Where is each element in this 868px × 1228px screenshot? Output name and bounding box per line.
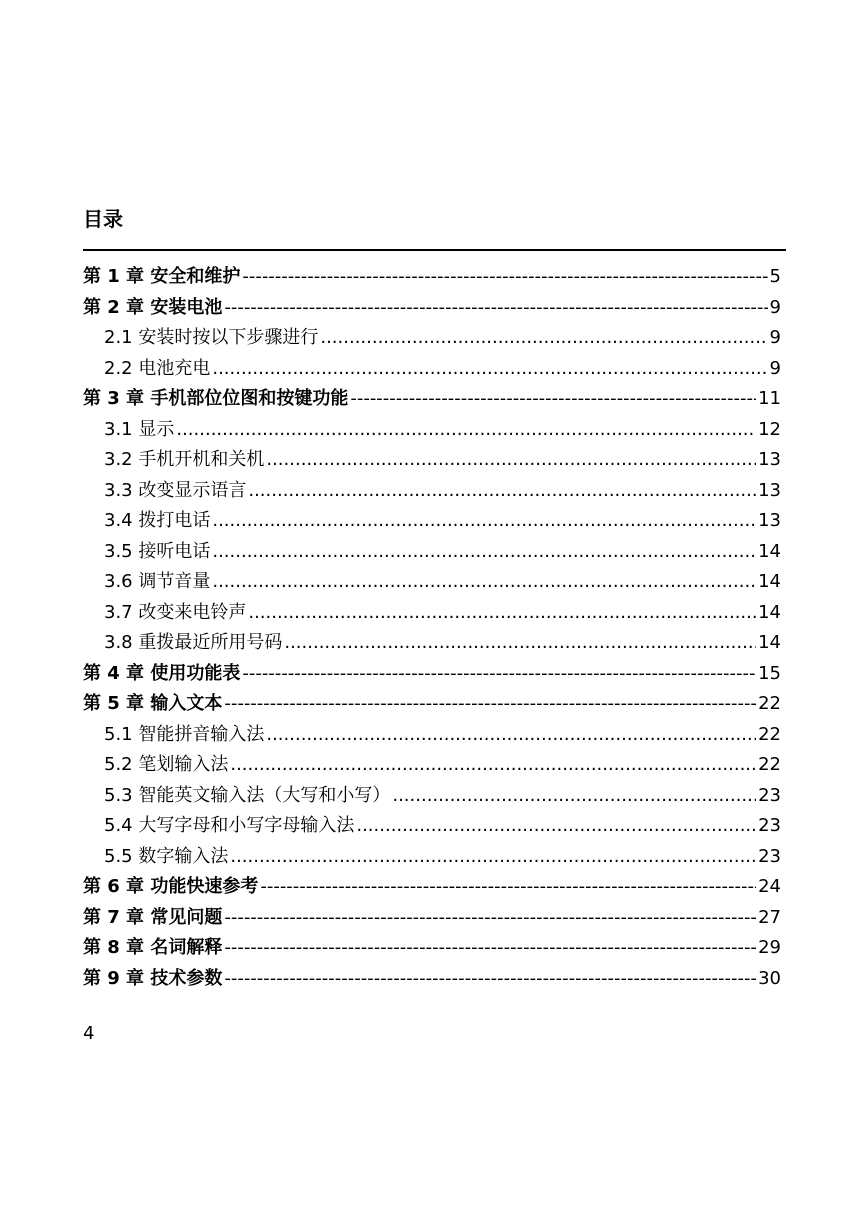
- toc-entry-page: 14: [758, 601, 781, 623]
- toc-entry[interactable]: [83, 720, 781, 751]
- toc-entry[interactable]: [83, 750, 781, 781]
- toc-entry-page: 9: [769, 296, 781, 318]
- toc-entry[interactable]: [83, 476, 781, 507]
- toc-entry-label: 3.5 接听电话: [104, 540, 211, 562]
- toc-entry-label: 5.1 智能拼音输入法: [104, 723, 265, 745]
- page-number: 4: [83, 1023, 95, 1044]
- toc-entry-page: 9: [769, 327, 781, 348]
- toc-entry-page: 13: [758, 479, 781, 501]
- toc-entry-page: 22: [758, 693, 781, 714]
- toc-entry-page: 30: [758, 967, 781, 989]
- toc-entry-page: 14: [758, 632, 781, 653]
- toc-entry-page: 23: [758, 784, 781, 806]
- toc-leader: [242, 659, 756, 690]
- toc-leader: [224, 689, 756, 720]
- page-title: 目录: [83, 207, 123, 231]
- toc-leader: [224, 903, 756, 934]
- toc-leader: [212, 567, 756, 598]
- toc-entry-page: 22: [758, 723, 781, 745]
- toc-entry-label: 2.1 安装时按以下步骤进行: [104, 327, 319, 348]
- toc-entry-page: 9: [769, 357, 781, 379]
- toc-leader: [260, 872, 756, 903]
- title-divider: [83, 249, 786, 251]
- toc-leader: [230, 842, 756, 873]
- toc-entry-label: 第 8 章 名词解释: [83, 937, 223, 958]
- toc-entry[interactable]: [83, 567, 781, 598]
- toc-entry-label: 第 7 章 常见问题: [83, 906, 223, 928]
- toc-leader: [266, 445, 756, 476]
- toc-leader: [284, 628, 756, 659]
- toc-entry-page: 24: [758, 876, 781, 897]
- toc-leader: [248, 598, 756, 629]
- toc-entry[interactable]: [83, 903, 781, 934]
- toc-leader: [212, 537, 756, 568]
- toc-entry-label: 2.2 电池充电: [104, 357, 211, 379]
- toc-entry-label: 5.4 大写字母和小写字母输入法: [104, 815, 355, 836]
- toc-entry-page: 14: [758, 571, 781, 592]
- toc-leader: [356, 811, 756, 842]
- toc-entry-page: 23: [758, 845, 781, 867]
- toc-entry[interactable]: [83, 659, 781, 690]
- toc-leader: [320, 323, 767, 354]
- toc-leader: [248, 476, 756, 507]
- toc-entry-label: 3.7 改变来电铃声: [104, 601, 247, 623]
- toc-entry-label: 5.5 数字输入法: [104, 845, 229, 867]
- toc-entry-label: 5.3 智能英文输入法（大写和小写）: [104, 784, 391, 806]
- toc-entry[interactable]: [83, 598, 781, 629]
- toc-leader: [212, 506, 756, 537]
- toc-leader: [224, 933, 756, 964]
- toc-entry[interactable]: [83, 506, 781, 537]
- toc-entry-label: 第 9 章 技术参数: [83, 967, 223, 989]
- toc-entry[interactable]: [83, 323, 781, 354]
- toc-leader: [266, 720, 756, 751]
- toc-leader: [242, 262, 767, 293]
- toc-leader: [224, 293, 767, 324]
- toc-entry-label: 第 3 章 手机部位位图和按键功能: [83, 388, 349, 409]
- toc-entry-label: 3.8 重拨最近所用号码: [104, 632, 283, 653]
- toc-entry[interactable]: [83, 628, 781, 659]
- toc-entry-page: 27: [758, 906, 781, 928]
- toc-entry[interactable]: [83, 262, 781, 293]
- toc-entry-page: 12: [758, 418, 781, 440]
- toc-entry-page: 15: [758, 662, 781, 684]
- toc-entry[interactable]: [83, 933, 781, 964]
- toc-leader: [212, 354, 767, 385]
- toc-leader: [176, 415, 756, 446]
- toc-entry-label: 第 5 章 输入文本: [83, 693, 223, 714]
- toc-entry-page: 13: [758, 510, 781, 531]
- toc-leader: [392, 781, 756, 812]
- toc-entry-label: 3.2 手机开机和关机: [104, 449, 265, 470]
- toc-entry-page: 13: [758, 449, 781, 470]
- toc-entry-label: 第 4 章 使用功能表: [83, 662, 241, 684]
- toc-leader: [224, 964, 756, 995]
- toc-entry[interactable]: [83, 384, 781, 415]
- toc-entry[interactable]: [83, 354, 781, 385]
- toc-entry-label: 3.4 拨打电话: [104, 510, 211, 531]
- toc-entry[interactable]: [83, 537, 781, 568]
- toc-entry-label: 第 1 章 安全和维护: [83, 266, 241, 287]
- toc-leader: [230, 750, 756, 781]
- toc-entry[interactable]: [83, 872, 781, 903]
- toc-entry[interactable]: [83, 964, 781, 995]
- toc-entry[interactable]: [83, 842, 781, 873]
- toc-entry-label: 3.3 改变显示语言: [104, 479, 247, 501]
- toc-entry-page: 11: [758, 388, 781, 409]
- toc-entry-label: 5.2 笔划输入法: [104, 754, 229, 775]
- toc-entry-page: 14: [758, 540, 781, 562]
- toc-entry-page: 29: [758, 937, 781, 958]
- toc-entry[interactable]: [83, 415, 781, 446]
- toc-entry-label: 第 6 章 功能快速参考: [83, 876, 259, 897]
- toc-entry-label: 3.1 显示: [104, 418, 175, 440]
- toc-entry[interactable]: [83, 689, 781, 720]
- toc-entry[interactable]: [83, 445, 781, 476]
- toc-entry-page: 23: [758, 815, 781, 836]
- toc-entry[interactable]: [83, 781, 781, 812]
- toc-entry-page: 22: [758, 754, 781, 775]
- toc-leader: [350, 384, 756, 415]
- toc-entry-label: 第 2 章 安装电池: [83, 296, 223, 318]
- toc-entry[interactable]: [83, 811, 781, 842]
- toc-entry[interactable]: [83, 293, 781, 324]
- toc-entry-label: 3.6 调节音量: [104, 571, 211, 592]
- table-of-contents: [83, 262, 781, 994]
- toc-entry-page: 5: [769, 266, 781, 287]
